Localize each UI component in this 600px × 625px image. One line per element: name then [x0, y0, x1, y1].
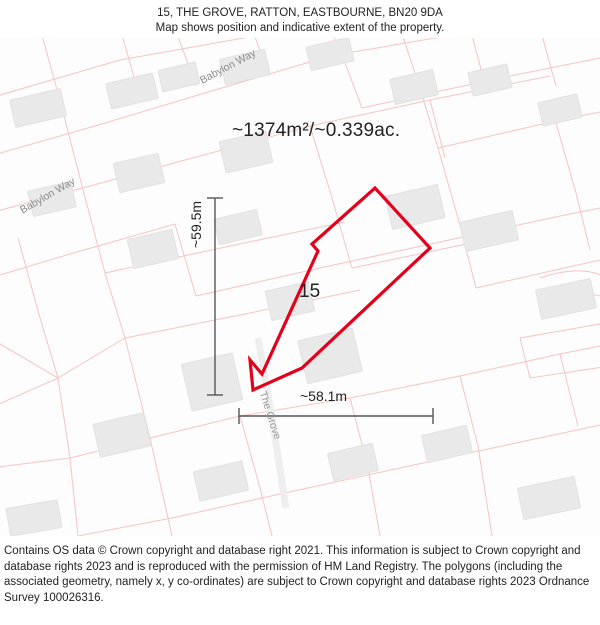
- dimension-vertical-label: ~59.5m: [188, 200, 204, 248]
- map-canvas[interactable]: [0, 38, 600, 536]
- map-header: [0, 0, 600, 36]
- area-label: ~1374m²/~0.339ac.: [232, 120, 401, 141]
- plot-number-label: 15: [299, 281, 321, 302]
- street-label-the-grove: The Grove: [256, 390, 284, 441]
- page-title: 15, THE GROVE, RATTON, EASTBOURNE, BN20 9DA: [157, 7, 443, 19]
- dimension-horizontal-label: ~58.1m: [300, 388, 348, 404]
- street-label-babylon-way-west: Babylon Way: [18, 175, 78, 217]
- street-label-babylon-way-north: Babylon Way: [198, 47, 258, 87]
- copyright-footer: Contains OS data © Crown copyright and database right 2021. This information is subject to Crown copyright and database rights 2023 and is reproduced with the permission of HM Land Registry. The polygons (including the associated geometry, namely x, y co-ordinates) are subject to Crown copyright and database rights 2023 Ordnance Survey 100026316.: [4, 545, 590, 604]
- page-subtitle: Map shows position and indicative extent of the property.: [155, 22, 445, 34]
